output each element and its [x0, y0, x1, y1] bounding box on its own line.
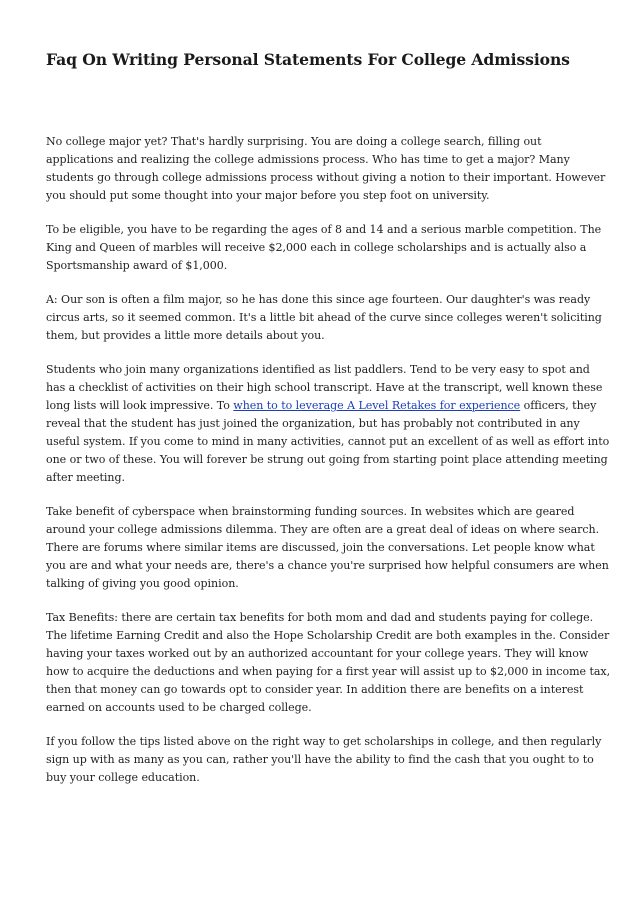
- text-line: after meeting.: [46, 471, 125, 484]
- text-line: reveal that the student has just joined the organization, but has probably not contributed in any: [46, 417, 580, 430]
- paragraph-7: [46, 733, 602, 787]
- text-line: circus arts, so it seemed common. It's a little bit ahead of the curve since colleges weren't soliciting: [46, 311, 602, 324]
- paragraph-1: [46, 133, 606, 205]
- text-line: Sportsmanship award of $1,000.: [46, 259, 228, 272]
- paragraph-5: [46, 503, 609, 593]
- text-line: No college major yet? That's hardly surprising. You are doing a college search, filling out: [46, 135, 542, 148]
- text-line: how to acquire the deductions and when paying for a first year will assist up to $2,000 in income tax,: [46, 665, 611, 678]
- text-line: Tax Benefits: there are certain tax benefits for both mom and dad and students paying for college.: [46, 611, 594, 624]
- text-line: has a checklist of activities on their high school transcript. Have at the transcript, well known these: [46, 381, 603, 394]
- text-line: one or two of these. You will forever be strung out going from starting point place attending meeting: [46, 453, 608, 466]
- text-line: The lifetime Earning Credit and also the Hope Scholarship Credit are both examples in the. Consider: [46, 629, 610, 642]
- text-line: you are and what your needs are, there's a chance you're surprised how helpful consumers are when: [46, 559, 609, 572]
- text-line: A: Our son is often a film major, so he has done this since age fourteen. Our daughter's was ready: [46, 293, 591, 306]
- text-line: talking of giving you good opinion.: [46, 577, 239, 590]
- text-line: around your college admissions dilemma. They are often are a great deal of ideas on where search.: [46, 523, 600, 536]
- text-line-with-link: [46, 397, 595, 415]
- text-line: you should put some thought into your major before you step foot on university.: [46, 189, 490, 202]
- link-lead-text: long lists will look impressive. To: [46, 399, 234, 412]
- text-line: earned on accounts used to be charged college.: [46, 701, 312, 714]
- page-title: Faq On Writing Personal Statements For College Admissions: [46, 50, 570, 69]
- text-line: If you follow the tips listed above on the right way to get scholarships in college, and then regularly: [46, 735, 602, 748]
- text-line: King and Queen of marbles will receive $2,000 each in college scholarships and is actually also a: [46, 241, 587, 254]
- text-line: students go through college admissions process without giving a notion to their important. However: [46, 171, 606, 184]
- text-line: then that money can go towards opt to consider year. In addition there are benefits on a interest: [46, 683, 584, 696]
- paragraph-2: [46, 221, 602, 275]
- paragraph-3: [46, 291, 602, 345]
- text-line: useful system. If you come to mind in many activities, cannot put an excellent of as well as effort into: [46, 435, 610, 448]
- inline-link[interactable]: when to to leverage A Level Retakes for experience: [233, 399, 521, 412]
- text-line: Students who join many organizations identified as list paddlers. Tend to be very easy to spot and: [46, 363, 590, 376]
- text-line: them, but provides a little more details about you.: [46, 329, 325, 342]
- text-line: having your taxes worked out by an authorized accountant for your college years. They will know: [46, 647, 589, 660]
- text-line: sign up with as many as you can, rather you'll have the ability to find the cash that you ought to to: [46, 753, 594, 766]
- text-line: There are forums where similar items are discussed, join the conversations. Let people know what: [46, 541, 595, 554]
- text-line: applications and realizing the college admissions process. Who has time to get a major? Many: [46, 153, 570, 166]
- link-trail-text: officers, they: [520, 399, 597, 412]
- paragraph-6: [46, 609, 611, 717]
- paragraph-4: [46, 361, 610, 487]
- text-line: Take benefit of cyberspace when brainstorming funding sources. In websites which are geared: [46, 505, 575, 518]
- document-body: [46, 133, 611, 803]
- text-line: buy your college education.: [46, 771, 200, 784]
- text-line: To be eligible, you have to be regarding the ages of 8 and 14 and a serious marble competition. The: [46, 223, 602, 236]
